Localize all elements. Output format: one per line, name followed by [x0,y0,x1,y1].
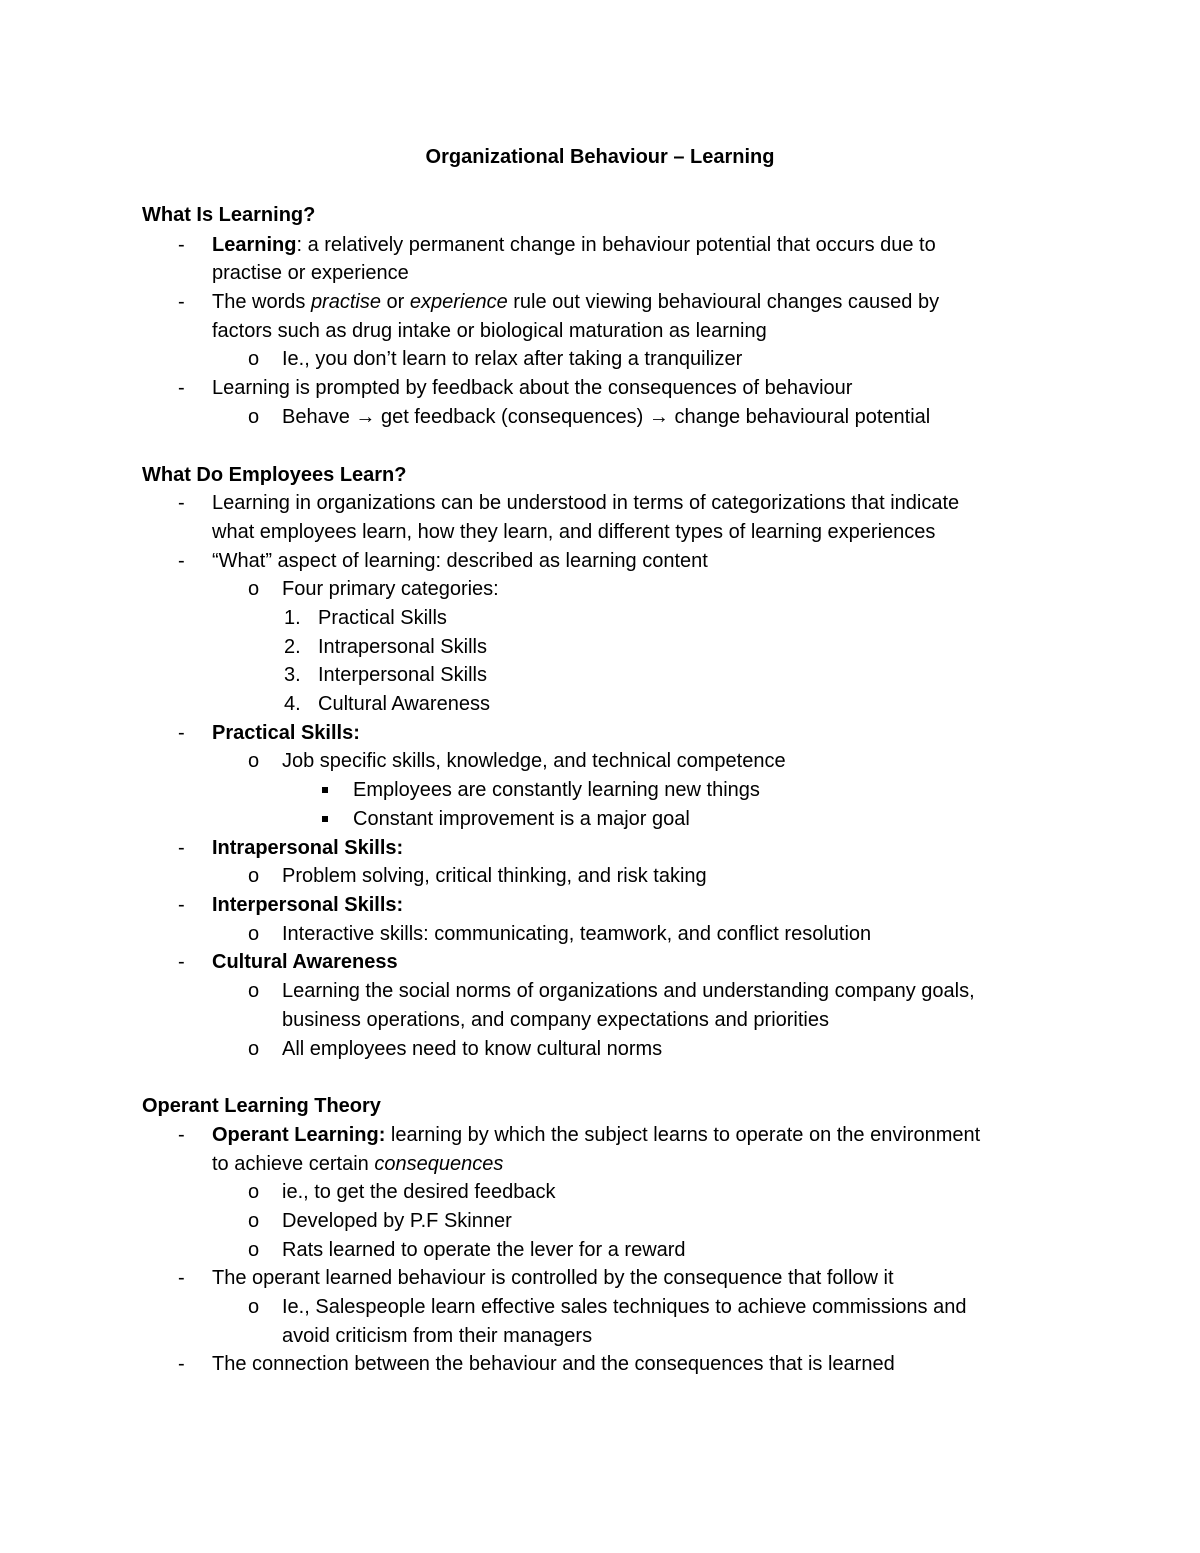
circle-bullet: o [248,1181,260,1203]
page-title: Organizational Behaviour – Learning [425,146,775,168]
circle-bullet: o [248,578,260,600]
dash-bullet: - [178,234,185,256]
square-bullet-icon [322,816,328,822]
bullet-text [212,231,936,260]
sub-bullet-text: Developed by P.F Skinner [282,1210,512,1232]
category-item: Interpersonal Skills [318,664,487,686]
bullet-text [212,288,939,317]
section-heading: Operant Learning Theory [142,1095,381,1117]
text-run: rule out viewing behavioural changes caused by [507,291,940,313]
circle-bullet: o [248,1239,260,1261]
circle-bullet: o [248,1210,260,1232]
bullet-text-cont: factors such as drug intake or biological maturation as learning [212,320,767,342]
bullet-text: “What” aspect of learning: described as learning content [212,550,708,572]
bullet-text: The operant learned behaviour is controlled by the consequence that follow it [212,1267,894,1289]
sub-bullet-text-cont: business operations, and company expectations and priorities [282,1009,829,1031]
dash-bullet: - [178,377,185,399]
circle-bullet: o [248,1038,260,1060]
dash-bullet: - [178,837,185,859]
dash-bullet: - [178,894,185,916]
bullet-text: The connection between the behaviour and the consequences that is learned [212,1353,895,1375]
dash-bullet: - [178,951,185,973]
circle-bullet: o [248,865,260,887]
dash-bullet: - [178,722,185,744]
bullet-text [212,1121,980,1150]
sub-sub-bullet-text: Constant improvement is a major goal [353,808,690,830]
italic-run: experience [409,291,508,313]
square-bullet-icon [322,787,328,793]
bullet-text: Learning in organizations can be understood in terms of categorizations that indicate [212,492,960,514]
circle-bullet: o [248,1296,260,1318]
sub-sub-bullet-text: Employees are constantly learning new things [353,779,760,801]
sub-bullet-text-cont: avoid criticism from their managers [282,1325,593,1347]
sub-bullet-text: Behave → get feedback (consequences) → change behavioural potential [282,406,931,428]
italic-run: consequences [374,1153,504,1175]
circle-bullet: o [248,980,260,1002]
bullet-text-cont: what employees learn, how they learn, and different types of learning experiences [212,521,936,543]
bullet-text: Cultural Awareness [212,951,398,973]
term: Operant Learning: [212,1124,386,1146]
category-item: Intrapersonal Skills [318,636,487,658]
section-heading: What Do Employees Learn? [142,464,407,486]
dash-bullet: - [178,1267,185,1289]
number-marker: 4. [284,693,301,715]
dash-bullet: - [178,492,185,514]
sub-bullet-text: All employees need to know cultural norms [282,1038,663,1060]
text-run: The words [212,291,311,313]
section-heading: What Is Learning? [142,204,316,226]
sub-bullet-text: Rats learned to operate the lever for a reward [282,1239,686,1261]
term: Learning [212,234,297,256]
number-marker: 2. [284,636,301,658]
bullet-text: Interpersonal Skills: [212,894,404,916]
bullet-text: Practical Skills: [212,722,360,744]
bullet-line: : a relatively permanent change in behaviour potential that occurs due to [296,234,936,256]
bullet-text-cont [212,1150,503,1179]
circle-bullet: o [248,750,260,772]
circle-bullet: o [248,923,260,945]
dash-bullet: - [178,1353,185,1375]
bullet-line: learning by which the subject learns to operate on the environment [385,1124,981,1146]
dash-bullet: - [178,550,185,572]
text-run: to achieve certain [212,1153,375,1175]
sub-bullet-text: ie., to get the desired feedback [282,1181,556,1203]
circle-bullet: o [248,348,260,370]
number-marker: 1. [284,607,301,629]
category-item: Cultural Awareness [318,693,490,715]
sub-bullet-text: Interactive skills: communicating, teamwork, and conflict resolution [282,923,872,945]
circle-bullet: o [248,406,260,428]
italic-run: practise [310,291,381,313]
sub-bullet-text: Learning the social norms of organizations and understanding company goals, [282,980,975,1002]
sub-bullet-text: Ie., you don’t learn to relax after taking a tranquilizer [282,348,743,370]
sub-bullet-text: Job specific skills, knowledge, and technical competence [282,750,786,772]
bullet-text: Intrapersonal Skills: [212,837,404,859]
sub-bullet-text: Four primary categories: [282,578,499,600]
text-run: or [380,291,410,313]
dash-bullet: - [178,1124,185,1146]
category-item: Practical Skills [318,607,447,629]
sub-bullet-text: Ie., Salespeople learn effective sales techniques to achieve commissions and [282,1296,967,1318]
bullet-text-cont: practise or experience [212,262,409,284]
number-marker: 3. [284,664,301,686]
sub-bullet-text: Problem solving, critical thinking, and risk taking [282,865,707,887]
dash-bullet: - [178,291,185,313]
bullet-text: Learning is prompted by feedback about the consequences of behaviour [212,377,853,399]
